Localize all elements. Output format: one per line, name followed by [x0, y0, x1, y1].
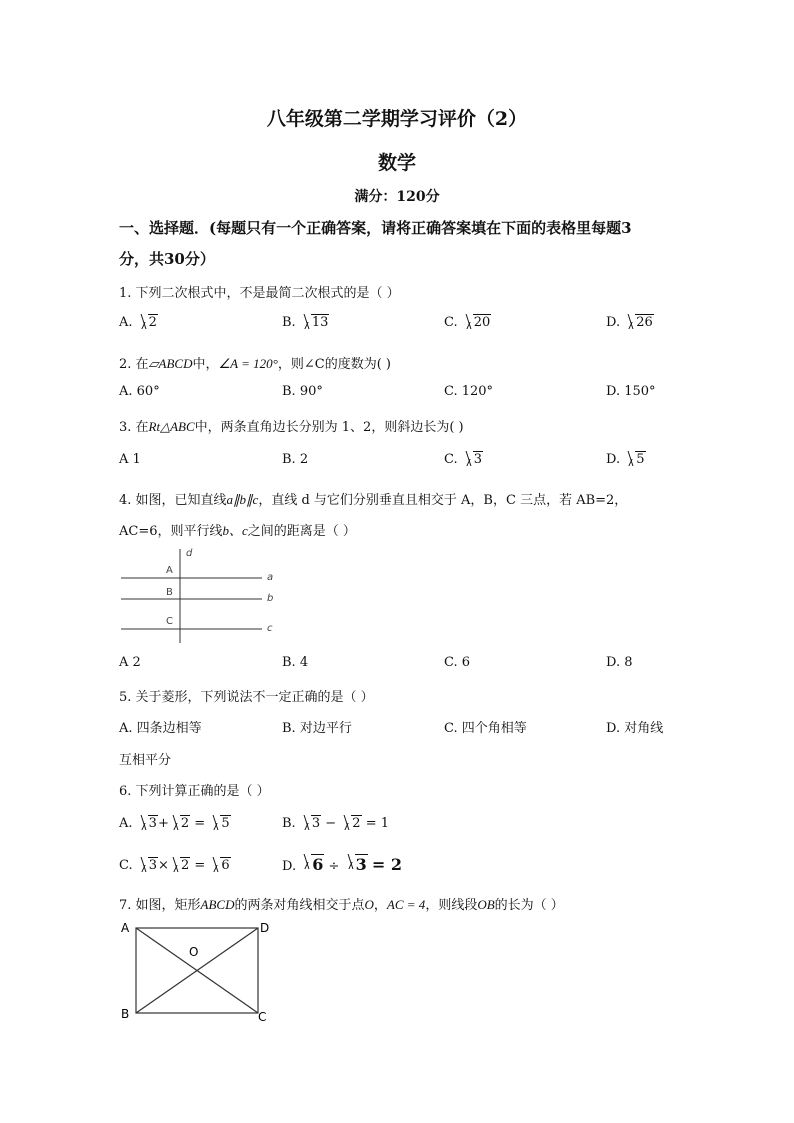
question-7-stem: 7. 如图，矩形ABCD的两条对角线相交于点O，AC = 4，则线段OB的长为（ ）	[119, 897, 564, 913]
q1-option-b: B. 13	[282, 315, 329, 330]
q6-option-b: B. 3 − 2 = 1	[282, 816, 390, 831]
label-point-a: A	[166, 565, 173, 576]
label-a: a	[267, 572, 274, 583]
q3-option-c: C. 3	[444, 452, 483, 467]
vertex-a-label: A	[121, 921, 130, 935]
question-1-stem: 1. 下列二次根式中，不是最简二次根式的是（ ）	[119, 286, 400, 301]
vertex-d-label: D	[260, 921, 270, 935]
q5-option-d-wrap: 互相平分	[119, 753, 172, 768]
label-point-b: B	[166, 587, 173, 598]
q5-option-b: B. 对边平行	[282, 721, 352, 736]
q2-option-b: B. 90°	[282, 384, 323, 399]
q5-option-d: D. 对角线	[606, 721, 664, 736]
q4-option-a: A 2	[119, 655, 141, 670]
q4-option-b: B. 4	[282, 655, 309, 670]
label-b: b	[267, 593, 274, 604]
center-o-label: O	[189, 945, 199, 959]
label-point-c: C	[166, 616, 173, 627]
question-4-line2: AC=6，则平行线b、c之间的距离是（ ）	[119, 523, 356, 539]
rectangle-figure	[118, 918, 278, 1026]
vertex-c-label: C	[258, 1010, 267, 1024]
q2-option-c: C. 120°	[444, 384, 494, 399]
label-c: c	[267, 623, 273, 634]
label-d: d	[186, 548, 193, 559]
section-heading-line1: 一、选择题．(每题只有一个正确答案，请将正确答案填在下面的表格里每题3	[119, 219, 632, 237]
q3-option-a: A 1	[119, 452, 141, 467]
q1-option-d: D. 26	[606, 315, 653, 330]
question-4-line1: 4. 如图，已知直线a∥b∥c，直线 d 与它们分别垂直且相交于 A，B，C 三点，若 AB=2，	[119, 492, 628, 508]
q6-option-c: C. 3× 2 = 6	[119, 858, 230, 873]
q1-option-a: A. 2	[119, 315, 157, 330]
exam-title: 八年级第二学期学习评价（2）	[266, 108, 528, 130]
vertex-b-label: B	[121, 1007, 130, 1021]
q6-option-a: A. 3+ 2 = 5	[119, 816, 230, 831]
question-3-stem: 3. 在Rt△ABC中，两条直角边长分别为 1、2，则斜边长为( )	[119, 419, 464, 435]
full-score: 满分：120分	[354, 189, 440, 205]
parallel-lines-figure	[119, 543, 284, 643]
section-heading-line2: 分，共30分）	[119, 250, 215, 268]
q2-option-d: D. 150°	[606, 384, 656, 399]
question-6-stem: 6. 下列计算正确的是（ ）	[119, 784, 270, 799]
q4-option-c: C. 6	[444, 655, 471, 670]
q3-option-b: B. 2	[282, 452, 309, 467]
question-2-stem: 2. 在▱ABCD中，∠A = 120°，则∠C的度数为( )	[119, 356, 391, 372]
question-5-stem: 5. 关于菱形，下列说法不一定正确的是（ ）	[119, 690, 374, 705]
q5-option-c: C. 四个角相等	[444, 721, 527, 736]
q1-option-c: C. 20	[444, 315, 491, 330]
subject-title: 数学	[377, 152, 416, 174]
q4-option-d: D. 8	[606, 655, 633, 670]
q5-option-a: A. 四条边相等	[119, 721, 202, 736]
q3-option-d: D. 5	[606, 452, 645, 467]
q6-option-d: D. 6 ÷ 3 = 2	[282, 855, 402, 874]
q2-option-a: A. 60°	[119, 384, 160, 399]
